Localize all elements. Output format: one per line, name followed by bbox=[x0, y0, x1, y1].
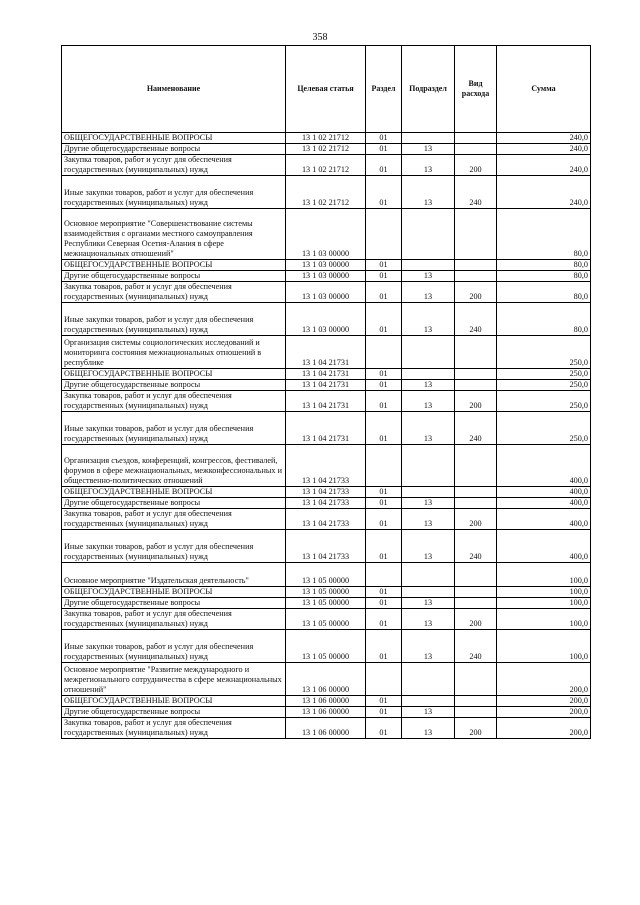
table-row bbox=[62, 563, 591, 587]
cell-section bbox=[366, 563, 402, 587]
cell-target-article: 13 1 04 21731 bbox=[286, 336, 366, 369]
cell-name: ОБЩЕГОСУДАРСТВЕННЫЕ ВОПРОСЫ bbox=[62, 369, 286, 380]
cell-target-article: 13 1 04 21733 bbox=[286, 530, 366, 563]
cell-expense-type bbox=[455, 563, 497, 587]
table-row bbox=[62, 282, 591, 303]
cell-name: Другие общегосударственные вопросы bbox=[62, 271, 286, 282]
column-header-expense-type: Вид расхода bbox=[455, 46, 497, 133]
table-row bbox=[62, 707, 591, 718]
cell-section: 01 bbox=[366, 487, 402, 498]
cell-section: 01 bbox=[366, 282, 402, 303]
cell-subsection bbox=[402, 696, 455, 707]
cell-section: 01 bbox=[366, 509, 402, 530]
cell-name: Организация съездов, конференций, конгрессов, фестивалей, форумов в сфере межнациональных, межконфессиональных и общественно-политических отношений bbox=[62, 445, 286, 487]
cell-amount: 400,0 bbox=[497, 487, 591, 498]
table-row bbox=[62, 630, 591, 663]
cell-expense-type: 200 bbox=[455, 282, 497, 303]
cell-section bbox=[366, 209, 402, 260]
cell-subsection: 13 bbox=[402, 718, 455, 739]
cell-amount: 400,0 bbox=[497, 509, 591, 530]
cell-amount: 400,0 bbox=[497, 498, 591, 509]
cell-target-article: 13 1 04 21733 bbox=[286, 498, 366, 509]
table-row bbox=[62, 609, 591, 630]
cell-subsection: 13 bbox=[402, 598, 455, 609]
cell-section: 01 bbox=[366, 707, 402, 718]
cell-amount: 100,0 bbox=[497, 609, 591, 630]
table-row bbox=[62, 369, 591, 380]
cell-target-article: 13 1 05 00000 bbox=[286, 563, 366, 587]
table-row bbox=[62, 176, 591, 209]
column-header-target-article: Целевая статья bbox=[286, 46, 366, 133]
cell-expense-type: 200 bbox=[455, 609, 497, 630]
cell-target-article: 13 1 03 00000 bbox=[286, 209, 366, 260]
cell-name: Организация системы социологических исследований и мониторинга состояния межнациональных отношений в республике bbox=[62, 336, 286, 369]
cell-subsection bbox=[402, 260, 455, 271]
cell-target-article: 13 1 02 21712 bbox=[286, 155, 366, 176]
cell-amount: 200,0 bbox=[497, 663, 591, 696]
page-number: 358 bbox=[312, 32, 328, 43]
cell-amount: 400,0 bbox=[497, 445, 591, 487]
cell-name: Иные закупки товаров, работ и услуг для обеспечения государственных (муниципальных) нужд bbox=[62, 530, 286, 563]
cell-subsection: 13 bbox=[402, 282, 455, 303]
cell-expense-type bbox=[455, 707, 497, 718]
table-header-row bbox=[62, 46, 591, 133]
cell-target-article: 13 1 04 21733 bbox=[286, 445, 366, 487]
cell-subsection: 13 bbox=[402, 155, 455, 176]
cell-subsection: 13 bbox=[402, 412, 455, 445]
cell-section: 01 bbox=[366, 530, 402, 563]
table-row bbox=[62, 530, 591, 563]
cell-amount: 240,0 bbox=[497, 133, 591, 144]
table-row bbox=[62, 498, 591, 509]
table-row bbox=[62, 209, 591, 260]
table-row bbox=[62, 380, 591, 391]
cell-name: ОБЩЕГОСУДАРСТВЕННЫЕ ВОПРОСЫ bbox=[62, 696, 286, 707]
cell-target-article: 13 1 06 00000 bbox=[286, 663, 366, 696]
cell-expense-type bbox=[455, 663, 497, 696]
cell-subsection: 13 bbox=[402, 630, 455, 663]
cell-target-article: 13 1 06 00000 bbox=[286, 696, 366, 707]
table-row bbox=[62, 587, 591, 598]
cell-section: 01 bbox=[366, 391, 402, 412]
cell-name: Основное мероприятие "Издательская деятельность" bbox=[62, 563, 286, 587]
cell-amount: 200,0 bbox=[497, 718, 591, 739]
cell-name: Закупка товаров, работ и услуг для обеспечения государственных (муниципальных) нужд bbox=[62, 609, 286, 630]
cell-target-article: 13 1 04 21731 bbox=[286, 391, 366, 412]
cell-section: 01 bbox=[366, 598, 402, 609]
cell-section: 01 bbox=[366, 155, 402, 176]
cell-expense-type bbox=[455, 380, 497, 391]
cell-expense-type bbox=[455, 271, 497, 282]
column-header-section: Раздел bbox=[366, 46, 402, 133]
cell-expense-type bbox=[455, 336, 497, 369]
column-header-subsection: Подраздел bbox=[402, 46, 455, 133]
cell-section bbox=[366, 445, 402, 487]
cell-target-article: 13 1 04 21731 bbox=[286, 369, 366, 380]
cell-amount: 80,0 bbox=[497, 282, 591, 303]
cell-expense-type: 240 bbox=[455, 630, 497, 663]
cell-amount: 100,0 bbox=[497, 630, 591, 663]
cell-section bbox=[366, 336, 402, 369]
cell-target-article: 13 1 02 21712 bbox=[286, 176, 366, 209]
cell-expense-type bbox=[455, 260, 497, 271]
cell-name: Закупка товаров, работ и услуг для обеспечения государственных (муниципальных) нужд bbox=[62, 155, 286, 176]
cell-expense-type bbox=[455, 369, 497, 380]
cell-target-article: 13 1 02 21712 bbox=[286, 133, 366, 144]
cell-amount: 250,0 bbox=[497, 391, 591, 412]
cell-name: Основное мероприятие "Совершенствование системы взаимодействия с органами местного самоуправления Республики Северная Осетия-Алания в сфере межнациональных отношений" bbox=[62, 209, 286, 260]
cell-target-article: 13 1 02 21712 bbox=[286, 144, 366, 155]
cell-amount: 200,0 bbox=[497, 707, 591, 718]
cell-target-article: 13 1 03 00000 bbox=[286, 303, 366, 336]
cell-name: ОБЩЕГОСУДАРСТВЕННЫЕ ВОПРОСЫ bbox=[62, 133, 286, 144]
cell-expense-type bbox=[455, 445, 497, 487]
cell-name: Другие общегосударственные вопросы bbox=[62, 598, 286, 609]
cell-section: 01 bbox=[366, 303, 402, 336]
table-row bbox=[62, 155, 591, 176]
cell-name: Основное мероприятие "Развитие международного и межрегионального сотрудничества в сфере межнациональных отношений" bbox=[62, 663, 286, 696]
cell-subsection bbox=[402, 663, 455, 696]
cell-section: 01 bbox=[366, 412, 402, 445]
cell-name: Другие общегосударственные вопросы bbox=[62, 707, 286, 718]
cell-section: 01 bbox=[366, 260, 402, 271]
table-row bbox=[62, 445, 591, 487]
cell-expense-type bbox=[455, 144, 497, 155]
cell-amount: 100,0 bbox=[497, 563, 591, 587]
cell-section: 01 bbox=[366, 630, 402, 663]
cell-target-article: 13 1 03 00000 bbox=[286, 260, 366, 271]
cell-name: ОБЩЕГОСУДАРСТВЕННЫЕ ВОПРОСЫ bbox=[62, 260, 286, 271]
table-row bbox=[62, 412, 591, 445]
cell-amount: 250,0 bbox=[497, 412, 591, 445]
cell-amount: 400,0 bbox=[497, 530, 591, 563]
cell-name: Иные закупки товаров, работ и услуг для обеспечения государственных (муниципальных) нужд bbox=[62, 412, 286, 445]
cell-section: 01 bbox=[366, 176, 402, 209]
cell-expense-type: 200 bbox=[455, 718, 497, 739]
cell-expense-type bbox=[455, 498, 497, 509]
table-row bbox=[62, 260, 591, 271]
cell-expense-type: 200 bbox=[455, 509, 497, 530]
cell-section: 01 bbox=[366, 271, 402, 282]
cell-name: Другие общегосударственные вопросы bbox=[62, 498, 286, 509]
cell-subsection: 13 bbox=[402, 303, 455, 336]
cell-expense-type bbox=[455, 487, 497, 498]
cell-amount: 250,0 bbox=[497, 336, 591, 369]
cell-target-article: 13 1 04 21733 bbox=[286, 487, 366, 498]
cell-section: 01 bbox=[366, 696, 402, 707]
cell-target-article: 13 1 03 00000 bbox=[286, 282, 366, 303]
cell-name: Закупка товаров, работ и услуг для обеспечения государственных (муниципальных) нужд bbox=[62, 282, 286, 303]
cell-target-article: 13 1 05 00000 bbox=[286, 630, 366, 663]
table-row bbox=[62, 133, 591, 144]
cell-amount: 250,0 bbox=[497, 380, 591, 391]
table-row bbox=[62, 271, 591, 282]
cell-amount: 100,0 bbox=[497, 598, 591, 609]
table-row bbox=[62, 144, 591, 155]
cell-name: Закупка товаров, работ и услуг для обеспечения государственных (муниципальных) нужд bbox=[62, 718, 286, 739]
cell-amount: 200,0 bbox=[497, 696, 591, 707]
table-row bbox=[62, 718, 591, 739]
cell-section: 01 bbox=[366, 498, 402, 509]
cell-amount: 250,0 bbox=[497, 369, 591, 380]
cell-amount: 80,0 bbox=[497, 271, 591, 282]
cell-name: Другие общегосударственные вопросы bbox=[62, 380, 286, 391]
cell-subsection bbox=[402, 209, 455, 260]
cell-subsection: 13 bbox=[402, 530, 455, 563]
cell-expense-type bbox=[455, 133, 497, 144]
cell-name: Иные закупки товаров, работ и услуг для обеспечения государственных (муниципальных) нужд bbox=[62, 176, 286, 209]
cell-expense-type: 240 bbox=[455, 176, 497, 209]
cell-target-article: 13 1 04 21733 bbox=[286, 509, 366, 530]
cell-amount: 80,0 bbox=[497, 303, 591, 336]
cell-expense-type: 200 bbox=[455, 155, 497, 176]
cell-expense-type: 240 bbox=[455, 412, 497, 445]
cell-expense-type: 200 bbox=[455, 391, 497, 412]
cell-subsection bbox=[402, 336, 455, 369]
cell-section: 01 bbox=[366, 718, 402, 739]
cell-name: ОБЩЕГОСУДАРСТВЕННЫЕ ВОПРОСЫ bbox=[62, 487, 286, 498]
cell-target-article: 13 1 05 00000 bbox=[286, 609, 366, 630]
cell-expense-type bbox=[455, 587, 497, 598]
cell-target-article: 13 1 03 00000 bbox=[286, 271, 366, 282]
table-row bbox=[62, 303, 591, 336]
cell-subsection bbox=[402, 133, 455, 144]
cell-name: Иные закупки товаров, работ и услуг для обеспечения государственных (муниципальных) нужд bbox=[62, 630, 286, 663]
cell-expense-type: 240 bbox=[455, 530, 497, 563]
cell-subsection: 13 bbox=[402, 144, 455, 155]
column-header-name: Наименование bbox=[62, 46, 286, 133]
table-row bbox=[62, 391, 591, 412]
cell-expense-type bbox=[455, 209, 497, 260]
cell-subsection: 13 bbox=[402, 609, 455, 630]
cell-target-article: 13 1 06 00000 bbox=[286, 718, 366, 739]
cell-target-article: 13 1 05 00000 bbox=[286, 587, 366, 598]
cell-section: 01 bbox=[366, 380, 402, 391]
cell-amount: 100,0 bbox=[497, 587, 591, 598]
table-row bbox=[62, 336, 591, 369]
budget-table bbox=[61, 45, 591, 739]
cell-name: Закупка товаров, работ и услуг для обеспечения государственных (муниципальных) нужд bbox=[62, 509, 286, 530]
cell-target-article: 13 1 05 00000 bbox=[286, 598, 366, 609]
cell-amount: 80,0 bbox=[497, 260, 591, 271]
cell-subsection: 13 bbox=[402, 380, 455, 391]
table-row bbox=[62, 598, 591, 609]
cell-name: Закупка товаров, работ и услуг для обеспечения государственных (муниципальных) нужд bbox=[62, 391, 286, 412]
cell-subsection bbox=[402, 563, 455, 587]
cell-target-article: 13 1 04 21731 bbox=[286, 380, 366, 391]
cell-subsection: 13 bbox=[402, 391, 455, 412]
cell-expense-type bbox=[455, 598, 497, 609]
cell-subsection: 13 bbox=[402, 271, 455, 282]
cell-amount: 80,0 bbox=[497, 209, 591, 260]
cell-section: 01 bbox=[366, 587, 402, 598]
table-row bbox=[62, 663, 591, 696]
cell-section: 01 bbox=[366, 144, 402, 155]
cell-subsection bbox=[402, 587, 455, 598]
cell-amount: 240,0 bbox=[497, 155, 591, 176]
cell-target-article: 13 1 06 00000 bbox=[286, 707, 366, 718]
table-row bbox=[62, 487, 591, 498]
cell-section: 01 bbox=[366, 369, 402, 380]
column-header-amount: Сумма bbox=[497, 46, 591, 133]
table-row bbox=[62, 696, 591, 707]
cell-name: ОБЩЕГОСУДАРСТВЕННЫЕ ВОПРОСЫ bbox=[62, 587, 286, 598]
table-row bbox=[62, 509, 591, 530]
cell-expense-type: 240 bbox=[455, 303, 497, 336]
cell-subsection bbox=[402, 487, 455, 498]
cell-subsection: 13 bbox=[402, 707, 455, 718]
cell-target-article: 13 1 04 21731 bbox=[286, 412, 366, 445]
cell-subsection bbox=[402, 369, 455, 380]
cell-name: Другие общегосударственные вопросы bbox=[62, 144, 286, 155]
cell-section bbox=[366, 663, 402, 696]
cell-subsection: 13 bbox=[402, 509, 455, 530]
cell-amount: 240,0 bbox=[497, 176, 591, 209]
cell-expense-type bbox=[455, 696, 497, 707]
cell-subsection: 13 bbox=[402, 176, 455, 209]
cell-section: 01 bbox=[366, 609, 402, 630]
cell-name: Иные закупки товаров, работ и услуг для обеспечения государственных (муниципальных) нужд bbox=[62, 303, 286, 336]
cell-subsection bbox=[402, 445, 455, 487]
cell-section: 01 bbox=[366, 133, 402, 144]
cell-amount: 240,0 bbox=[497, 144, 591, 155]
cell-subsection: 13 bbox=[402, 498, 455, 509]
